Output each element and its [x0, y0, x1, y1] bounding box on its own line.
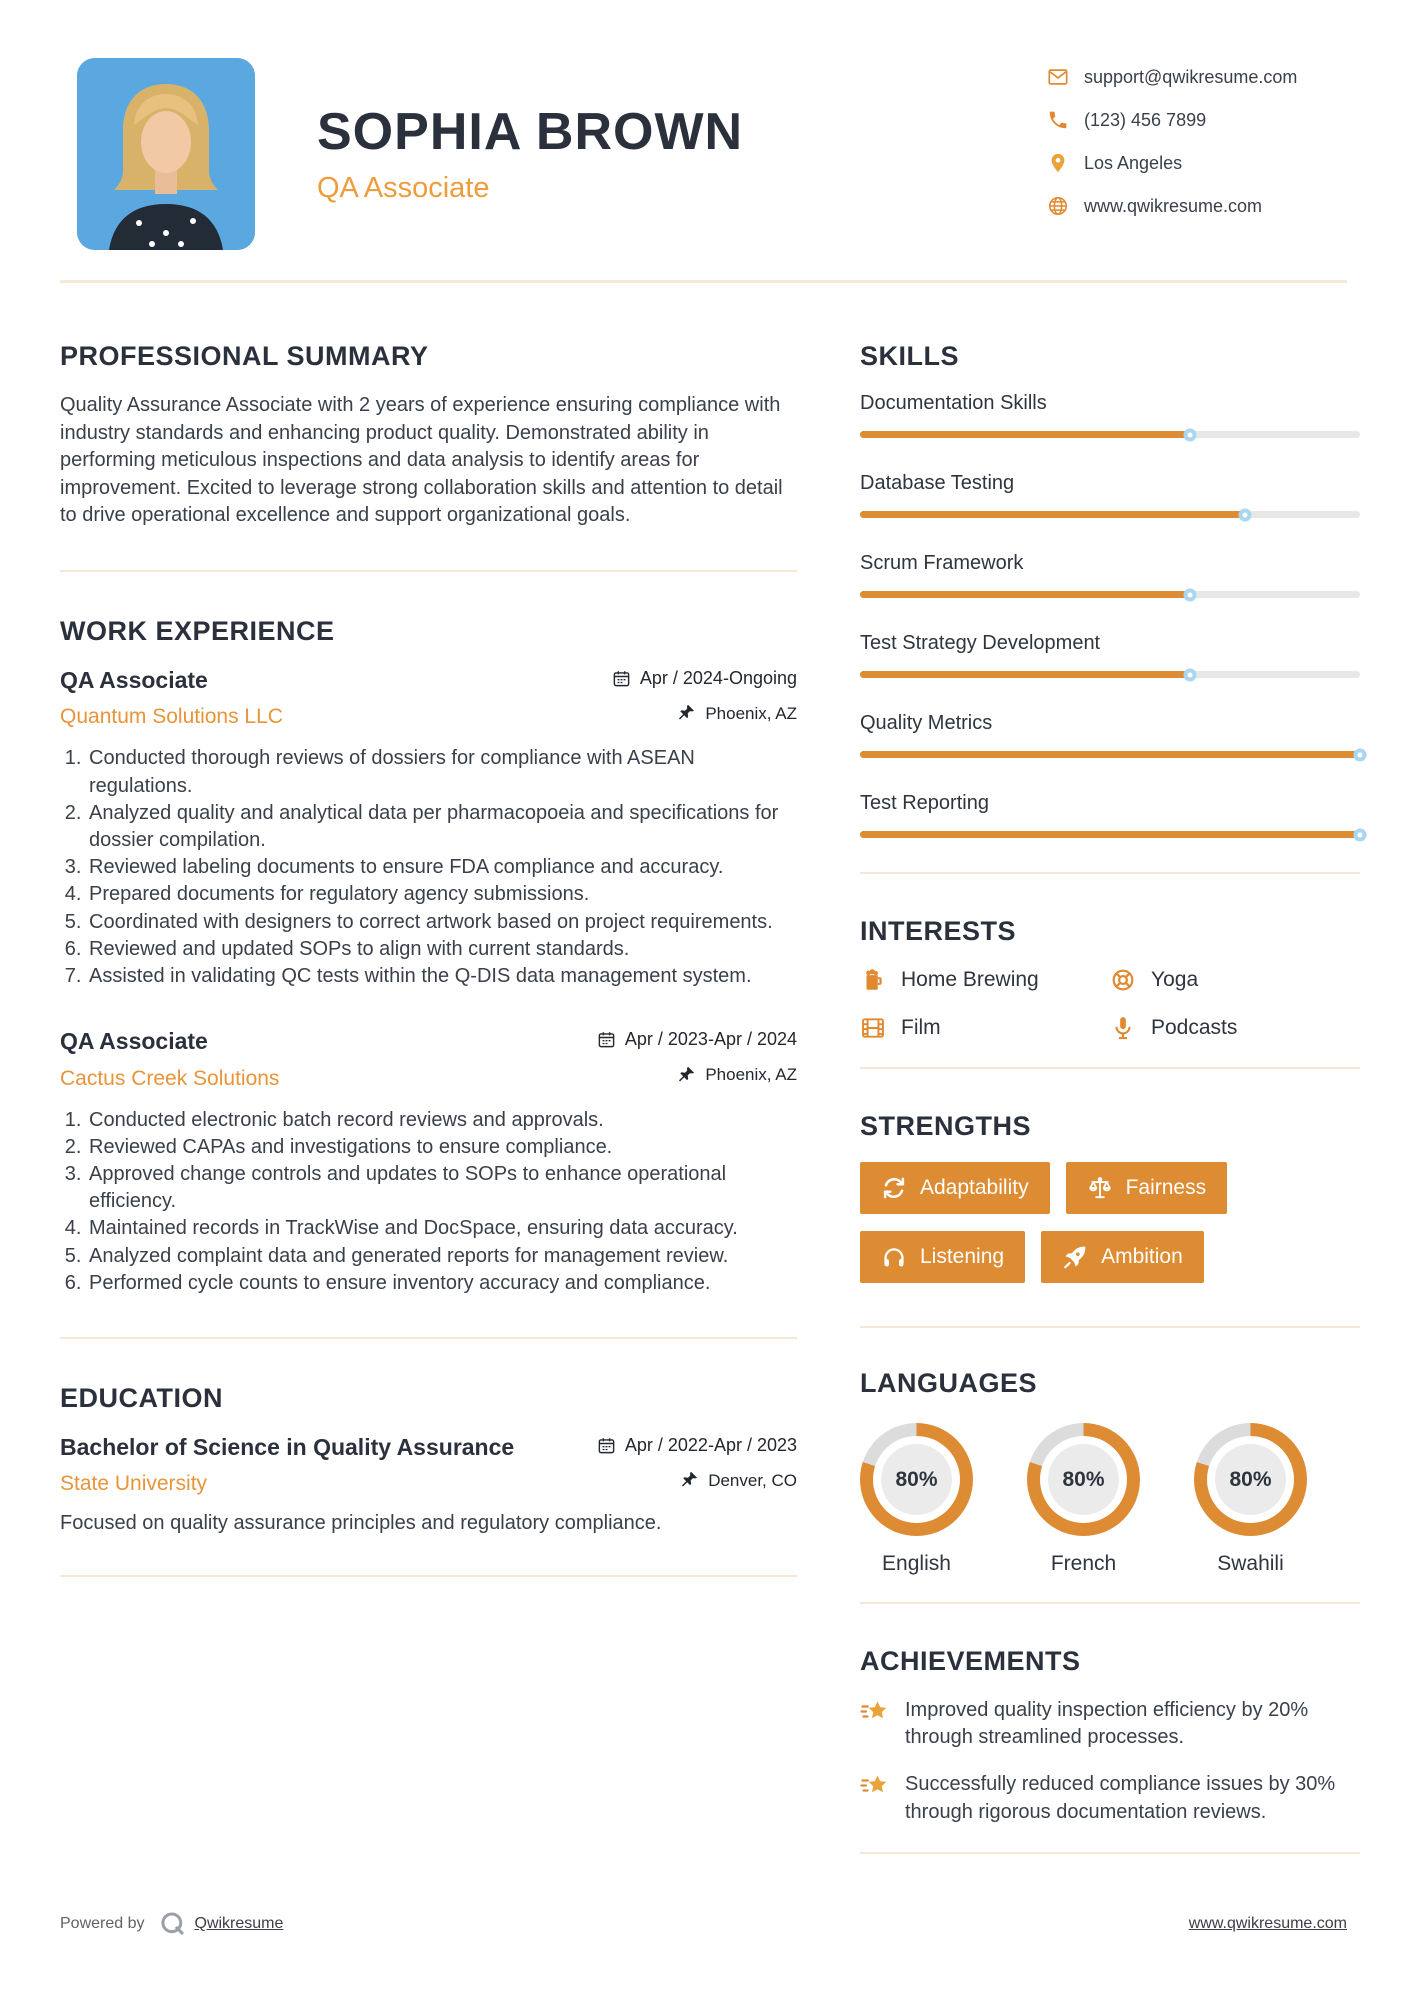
- location-icon: [1047, 152, 1069, 174]
- work-heading: WORK EXPERIENCE: [60, 615, 335, 646]
- skill-item: [860, 792, 1360, 838]
- section-divider: [860, 1852, 1360, 1854]
- skill-label: Database Testing: [860, 472, 1015, 494]
- contact-info: [1047, 58, 1347, 238]
- language-donut: [860, 1423, 973, 1536]
- skills-section: [860, 283, 1360, 874]
- calendar-icon: [597, 1030, 616, 1049]
- job-location-text: Phoenix, AZ: [705, 703, 797, 723]
- strength-badge: [860, 1162, 1050, 1214]
- language-donut: [1194, 1423, 1307, 1536]
- job-location: [677, 1065, 797, 1085]
- microphone-icon: [1110, 1015, 1136, 1041]
- job-bullet: 7. Assisted in validating QC tests within the Q-DIS data management system.: [87, 963, 797, 990]
- job-bullet: 3. Approved change controls and updates to SOPs to enhance operational efficiency.: [87, 1161, 797, 1215]
- languages-heading: LANGUAGES: [860, 1368, 1038, 1398]
- interests-section: [860, 874, 1360, 1069]
- film-icon: [860, 1015, 886, 1041]
- work-experience-section: [60, 572, 797, 1339]
- shooting-star-icon: [860, 1772, 890, 1802]
- contact-text[interactable]: support@qwikresume.com: [1084, 66, 1298, 87]
- job-bullet: 2. Reviewed CAPAs and investigations to ensure compliance.: [87, 1134, 797, 1161]
- job-bullet: 5. Coordinated with designers to correct artwork based on project requirements.: [87, 909, 797, 936]
- scales-icon: [1087, 1175, 1113, 1201]
- job-bullet: 1. Conducted electronic batch record reviews and approvals.: [87, 1107, 797, 1134]
- skill-bar-handle: [1354, 828, 1367, 841]
- interest-item: [860, 967, 1110, 993]
- qwikresume-brand-link[interactable]: Qwikresume: [194, 1915, 284, 1932]
- interest-label: Yoga: [1151, 968, 1199, 991]
- contact-row: [1047, 195, 1347, 217]
- interest-label: Film: [901, 1016, 941, 1039]
- skill-bar: [860, 671, 1360, 678]
- right-column: [860, 283, 1360, 1854]
- lifebuoy-icon: [1110, 967, 1136, 993]
- profile-photo-illustration: [77, 58, 255, 250]
- section-divider: [60, 1575, 797, 1577]
- achievements-list: [860, 1697, 1360, 1826]
- professional-summary-section: [60, 283, 797, 572]
- language-percent: 80%: [1048, 1444, 1119, 1515]
- languages-section: [860, 1328, 1360, 1604]
- achievements-section: [860, 1604, 1360, 1854]
- contact-row: [1047, 152, 1347, 174]
- sync-icon: [881, 1175, 907, 1201]
- achievement-item: [860, 1771, 1360, 1825]
- summary-heading: PROFESSIONAL SUMMARY: [60, 341, 429, 371]
- job-list: [60, 667, 797, 1297]
- strengths-list: [860, 1162, 1360, 1300]
- pushpin-icon: [677, 1066, 696, 1085]
- strength-badge: [860, 1231, 1025, 1283]
- name-block: [317, 58, 743, 205]
- interest-item: [1110, 1015, 1360, 1041]
- strength-label: Fairness: [1125, 1176, 1207, 1199]
- headphones-icon: [881, 1244, 907, 1270]
- footer: [60, 1910, 1347, 1938]
- qwikresume-logo-icon: [159, 1910, 187, 1938]
- language-item: [1194, 1423, 1307, 1576]
- job-bullet: 4. Prepared documents for regulatory agency submissions.: [87, 881, 797, 908]
- summary-text: Quality Assurance Associate with 2 years of experience ensuring compliance with industry standards and enhancing product quality. Demonstrated ability in performing meticulous inspections and data analysis to identify areas for improvement. Excited to leverage strong collaboration skills and attention to detail to drive operational excellence and support organizational goals.: [60, 394, 783, 527]
- main-content: [0, 283, 1407, 1854]
- education-date: [597, 1435, 797, 1456]
- skill-bar-fill: [860, 751, 1360, 758]
- achievement-text: Improved quality inspection efficiency by 20% through streamlined processes.: [905, 1699, 1309, 1749]
- skill-label: Quality Metrics: [860, 712, 993, 734]
- skill-bar-handle: [1184, 668, 1197, 681]
- strength-label: Ambition: [1101, 1245, 1183, 1268]
- strength-label: Listening: [920, 1245, 1005, 1268]
- calendar-icon: [612, 669, 631, 688]
- footer-website-link[interactable]: www.qwikresume.com: [1188, 1915, 1347, 1932]
- job-bullets: [60, 745, 797, 990]
- skills-heading: SKILLS: [860, 341, 960, 371]
- job-title: QA Associate: [60, 1028, 208, 1055]
- skill-bar: [860, 431, 1360, 438]
- skill-label: Test Reporting: [860, 792, 989, 814]
- skill-bar: [860, 511, 1360, 518]
- beer-mug-icon: [860, 967, 886, 993]
- powered-by-label: Powered by: [60, 1915, 145, 1932]
- degree-title: Bachelor of Science in Quality Assurance: [60, 1433, 515, 1460]
- skill-item: [860, 632, 1360, 678]
- interests-heading: INTERESTS: [860, 916, 1017, 946]
- skill-item: [860, 552, 1360, 598]
- person-name: SOPHIA BROWN: [317, 103, 744, 161]
- interest-item: [860, 1015, 1110, 1041]
- left-column: [60, 283, 797, 1854]
- job-title: QA Associate: [60, 666, 208, 693]
- interests-grid: [860, 967, 1360, 1041]
- skill-bar-handle: [1184, 428, 1197, 441]
- interest-item: [1110, 967, 1360, 993]
- job-date-text: Apr / 2023-Apr / 2024: [624, 1029, 797, 1050]
- rocket-icon: [1062, 1244, 1088, 1270]
- pushpin-icon: [677, 704, 696, 723]
- job-date: [612, 668, 797, 689]
- profile-photo: [77, 58, 255, 250]
- education-location-text: Denver, CO: [708, 1470, 797, 1490]
- job-date-text: Apr / 2024-Ongoing: [639, 667, 797, 688]
- language-percent: 80%: [881, 1444, 952, 1515]
- job-location: [677, 704, 797, 724]
- education-heading: EDUCATION: [60, 1382, 223, 1413]
- job-bullet: 6. Performed cycle counts to ensure inventory accuracy and compliance.: [87, 1270, 797, 1297]
- job-bullet: 3. Reviewed labeling documents to ensure FDA compliance and accuracy.: [87, 854, 797, 881]
- achievement-text: Successfully reduced compliance issues by 30% through rigorous documentation reviews.: [905, 1773, 1336, 1823]
- interest-label: Home Brewing: [901, 968, 1039, 991]
- shooting-star-icon: [860, 1698, 890, 1728]
- education-location: [680, 1471, 797, 1491]
- skill-bar-handle: [1239, 508, 1252, 521]
- skill-bar: [860, 591, 1360, 598]
- company-name: Cactus Creek Solutions: [60, 1066, 280, 1090]
- job-bullet: 4. Maintained records in TrackWise and DocSpace, ensuring data accuracy.: [87, 1215, 797, 1242]
- skill-label: Test Strategy Development: [860, 632, 1101, 654]
- skill-bar: [860, 831, 1360, 838]
- job-location-text: Phoenix, AZ: [705, 1065, 797, 1085]
- strengths-heading: STRENGTHS: [860, 1111, 1032, 1141]
- phone-icon: [1047, 109, 1069, 131]
- contact-text: Los Angeles: [1084, 152, 1183, 173]
- achievement-item: [860, 1697, 1360, 1751]
- language-item: [1027, 1423, 1140, 1576]
- skill-item: [860, 712, 1360, 758]
- contact-text: (123) 456 7899: [1084, 109, 1207, 130]
- skill-label: Documentation Skills: [860, 392, 1047, 414]
- email-icon: [1047, 66, 1069, 88]
- company-name: Quantum Solutions LLC: [60, 705, 283, 729]
- education-date-text: Apr / 2022-Apr / 2023: [624, 1434, 797, 1455]
- job-date: [597, 1029, 797, 1050]
- skill-bar-fill: [860, 511, 1245, 518]
- education-section: [60, 1339, 797, 1578]
- globe-icon: [1047, 195, 1069, 217]
- job-bullet: 2. Analyzed quality and analytical data per pharmacopoeia and specifications for dossier compilation.: [87, 800, 797, 854]
- header: [0, 0, 1407, 250]
- strengths-section: [860, 1069, 1360, 1328]
- language-item: [860, 1423, 973, 1576]
- person-title: QA Associate: [317, 172, 490, 204]
- skill-item: [860, 472, 1360, 518]
- contact-text[interactable]: www.qwikresume.com: [1084, 195, 1263, 216]
- language-percent: 80%: [1215, 1444, 1286, 1515]
- skill-bar-fill: [860, 431, 1190, 438]
- job-bullet: 6. Reviewed and updated SOPs to align with current standards.: [87, 936, 797, 963]
- education-description: Focused on quality assurance principles and regulatory compliance.: [60, 1512, 662, 1535]
- skill-bar-handle: [1184, 588, 1197, 601]
- skill-bar-fill: [860, 831, 1360, 838]
- school-name: State University: [60, 1472, 208, 1496]
- skill-bar-fill: [860, 591, 1190, 598]
- job-entry: [60, 1028, 797, 1297]
- skill-item: [860, 392, 1360, 438]
- pushpin-icon: [680, 1471, 699, 1490]
- contact-row: [1047, 109, 1347, 131]
- language-label: English: [882, 1552, 951, 1575]
- strength-badge: [1066, 1162, 1228, 1214]
- skill-bar-fill: [860, 671, 1190, 678]
- skill-label: Scrum Framework: [860, 552, 1024, 574]
- job-entry: [60, 667, 797, 990]
- contact-row: [1047, 66, 1347, 88]
- interest-label: Podcasts: [1151, 1016, 1238, 1039]
- language-donut: [1027, 1423, 1140, 1536]
- job-bullet: 1. Conducted thorough reviews of dossiers for compliance with ASEAN regulations.: [87, 745, 797, 799]
- achievements-heading: ACHIEVEMENTS: [860, 1646, 1081, 1676]
- calendar-icon: [597, 1436, 616, 1455]
- job-bullet: 5. Analyzed complaint data and generated reports for management review.: [87, 1243, 797, 1270]
- language-label: French: [1050, 1552, 1117, 1575]
- languages-row: [860, 1419, 1360, 1576]
- job-bullets: [60, 1107, 797, 1297]
- strength-badge: [1041, 1231, 1204, 1283]
- skill-bar-handle: [1354, 748, 1367, 761]
- language-label: Swahili: [1217, 1552, 1284, 1575]
- skills-list: [860, 392, 1360, 838]
- skill-bar: [860, 751, 1360, 758]
- strength-label: Adaptability: [920, 1176, 1029, 1199]
